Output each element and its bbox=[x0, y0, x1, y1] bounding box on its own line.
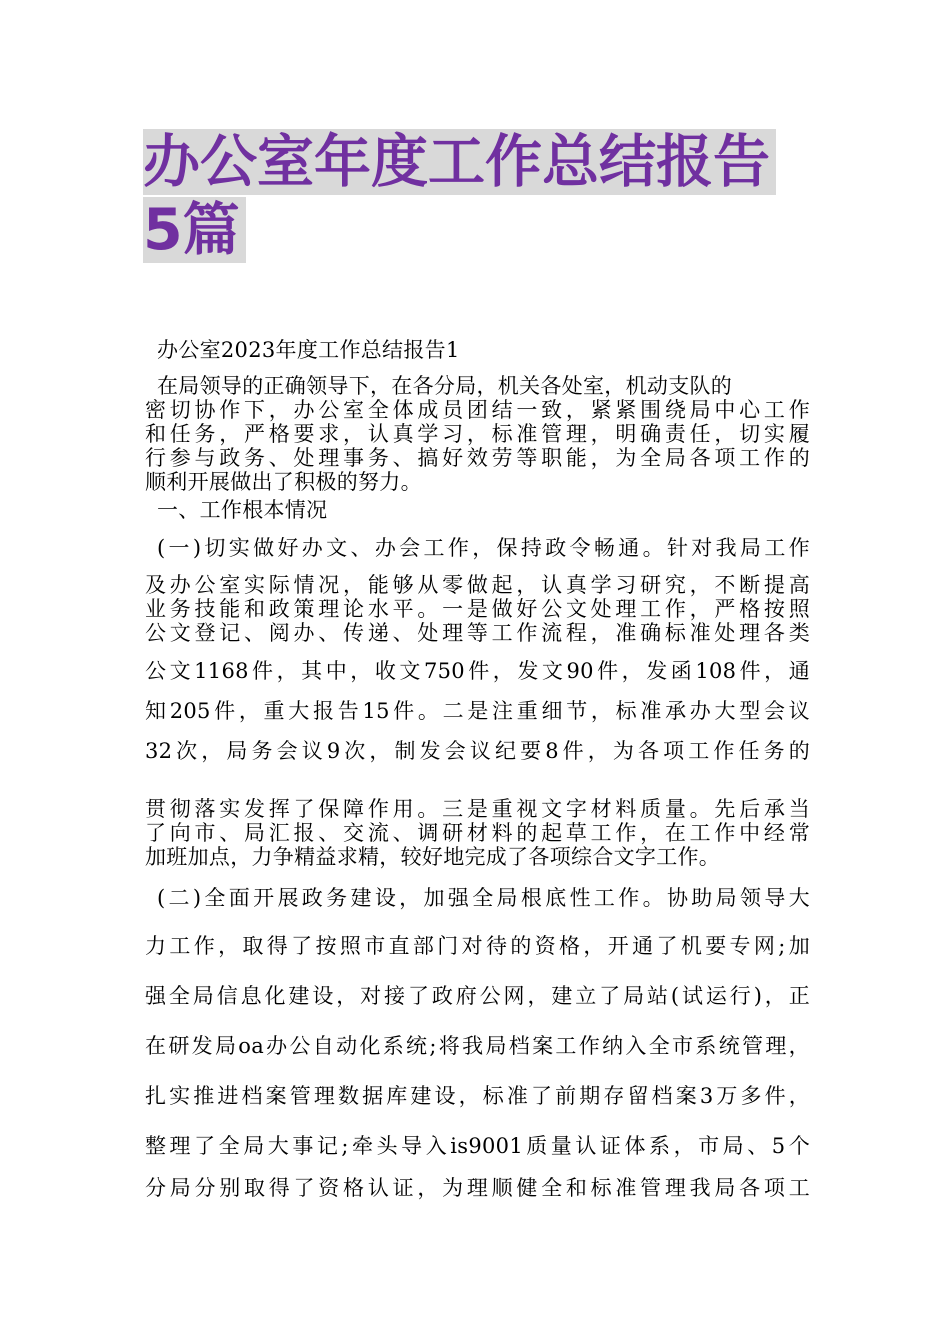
paragraph-line: 行参与政务、处理事务、搞好效劳等职能，为全局各项工作的 bbox=[145, 446, 810, 470]
paragraph-line: 强全局信息化建设，对接了政府公网，建立了局站(试运行)，正 bbox=[145, 984, 810, 1008]
paragraph-line: 整理了全局大事记;牵头导入is9001质量认证体系，市局、5个 bbox=[145, 1134, 810, 1158]
paragraph-line: 业务技能和政策理论水平。一是做好公文处理工作，严格按照 bbox=[145, 597, 810, 621]
section-heading-text: 一、工作根本情况 bbox=[157, 498, 328, 522]
paragraph-line: 扎实推进档案管理数据库建设，标准了前期存留档案3万多件， bbox=[145, 1084, 810, 1108]
paragraph-line: 了向市、局汇报、交流、调研材料的起草工作，在工作中经常 bbox=[145, 821, 810, 845]
paragraph-2-body bbox=[145, 934, 810, 1200]
paragraph-1-opening bbox=[145, 528, 810, 568]
section-heading bbox=[145, 498, 810, 522]
paragraph-line: 知205件，重大报告15件。二是注重细节，标准承办大型会议 bbox=[145, 699, 810, 723]
paragraph-1-body bbox=[145, 573, 810, 645]
paragraph-line: 贯彻落实发挥了保障作用。三是重视文字材料质量。先后承当 bbox=[145, 797, 810, 821]
report-subtitle-text: 办公室2023年度工作总结报告1 bbox=[157, 338, 460, 362]
paragraph-line: 分局分别取得了资格认证，为理顺健全和标准管理我局各项工 bbox=[145, 1176, 810, 1200]
document-title-line-1: 办公室年度工作总结报告 bbox=[143, 129, 776, 195]
paragraph-line: (二)全面开展政务建设，加强全局根底性工作。协助局领导大 bbox=[157, 886, 810, 910]
paragraph-line: 加班加点，力争精益求精，较好地完成了各项综合文字工作。 bbox=[145, 845, 721, 869]
document-title-line-2: 5篇 bbox=[143, 197, 246, 263]
paragraph-line: 在局领导的正确领导下，在各分局，机关各处室，机动支队的 bbox=[157, 374, 733, 398]
paragraph-1-statistics bbox=[145, 651, 810, 771]
paragraph-line: 密切协作下，办公室全体成员团结一致，紧紧围绕局中心工作 bbox=[145, 398, 810, 422]
paragraph-1-closing bbox=[145, 797, 810, 869]
paragraph-line: 顺利开展做出了积极的努力。 bbox=[145, 470, 422, 494]
paragraph-line: 公文1168件，其中，收文750件，发文90件，发函108件，通 bbox=[145, 659, 810, 683]
paragraph-2 bbox=[145, 878, 810, 918]
report-subtitle bbox=[145, 338, 810, 362]
paragraph-line: (一)切实做好办文、办会工作，保持政令畅通。针对我局工作 bbox=[157, 536, 810, 560]
paragraph-line: 在研发局oa办公自动化系统;将我局档案工作纳入全市系统管理， bbox=[145, 1034, 810, 1058]
intro-paragraph bbox=[145, 374, 810, 494]
paragraph-line: 32次，局务会议9次，制发会议纪要8件，为各项工作任务的 bbox=[145, 739, 810, 763]
paragraph-line: 公文登记、阅办、传递、处理等工作流程，准确标准处理各类 bbox=[145, 621, 810, 645]
document-title bbox=[143, 128, 823, 264]
paragraph-line: 和任务，严格要求，认真学习，标准管理，明确责任，切实履 bbox=[145, 422, 810, 446]
paragraph-line: 及办公室实际情况，能够从零做起，认真学习研究，不断提高 bbox=[145, 573, 810, 597]
paragraph-line: 力工作，取得了按照市直部门对待的资格，开通了机要专网;加 bbox=[145, 934, 810, 958]
